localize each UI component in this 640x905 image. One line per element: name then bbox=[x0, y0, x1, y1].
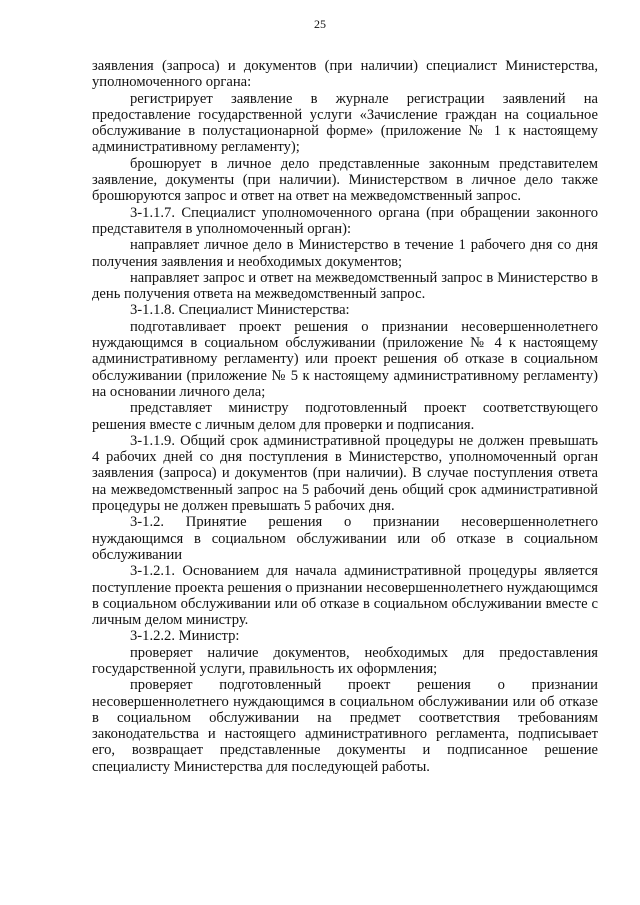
paragraph: представляет министру подготовленный проект соответствующего решения вместе с личным делом для проверки и подписания. bbox=[92, 400, 598, 433]
paragraph: 3-1.1.9. Общий срок административной процедуры не должен превышать 4 рабочих дней со дня поступления в Министерство, уполномоченный орган заявления (запроса) и документов (при наличии). В случае поступления ответа на межведомственный запрос на 5 рабочий день общий срок административной процедуры не должен превышать 5 рабочих дня. bbox=[92, 432, 598, 515]
paragraph: регистрирует заявление в журнале регистрации заявлений на предоставление государственной услуги «Зачисление граждан на социальное обслуживание в полустационарной форме» (приложение № 1 к настоящему административному регламенту); bbox=[92, 90, 598, 156]
paragraph: 3-1.1.7. Специалист уполномоченного органа (при обращении законного представителя в уполномоченный орган): bbox=[92, 204, 598, 237]
document-body bbox=[92, 58, 598, 775]
paragraph: 3-1.2. Принятие решения о признании несовершеннолетнего нуждающимся в социальном обслуживании или об отказе в социальном обслуживании bbox=[92, 514, 598, 563]
paragraph: 3-1.2.1. Основанием для начала административной процедуры является поступление проекта решения о признании несовершеннолетнего нуждающимся в социальном обслуживании или об отказе в социальном обслуживании вместе с личным делом министру. bbox=[92, 563, 598, 629]
paragraph: 3-1.1.8. Специалист Министерства: bbox=[130, 302, 350, 319]
paragraph: проверяет подготовленный проект решения о признании несовершеннолетнего нуждающимся в социальном обслуживании или об отказе в социальном обслуживании на предмет соответствия требованиям законодательства и настоящего административного регламента, подписывает его, возвращает представленные документы и подписанное решение специалисту Министерства для последующей работы. bbox=[92, 677, 598, 775]
paragraph: брошюрует в личное дело представленные законным представителем заявление, документы (при наличии). Министерством в личное дело также брошюруются запрос и ответ на ответ на межведомственный запрос. bbox=[92, 155, 598, 205]
paragraph: проверяет наличие документов, необходимых для предоставления государственной услуги, правильность их оформления; bbox=[92, 644, 598, 677]
paragraph: заявления (запроса) и документов (при наличии) специалист Министерства, уполномоченного органа: bbox=[92, 58, 598, 91]
paragraph: направляет запрос и ответ на межведомственный запрос в Министерство в день получения ответа на межведомственный запрос. bbox=[92, 269, 598, 303]
paragraph: направляет личное дело в Министерство в течение 1 рабочего дня со дня получения заявления и необходимых документов; bbox=[92, 237, 598, 270]
page-number: 25 bbox=[314, 17, 326, 31]
paragraph: подготавливает проект решения о признании несовершеннолетнего нуждающимся в социальном обслуживании (приложение № 4 к настоящему административному регламенту) или проект решения об отказе в социальном обслуживании (приложение № 5 к настоящему административному регламенту) на основании личного дела; bbox=[92, 318, 598, 400]
paragraph: 3-1.2.2. Министр: bbox=[130, 628, 240, 645]
